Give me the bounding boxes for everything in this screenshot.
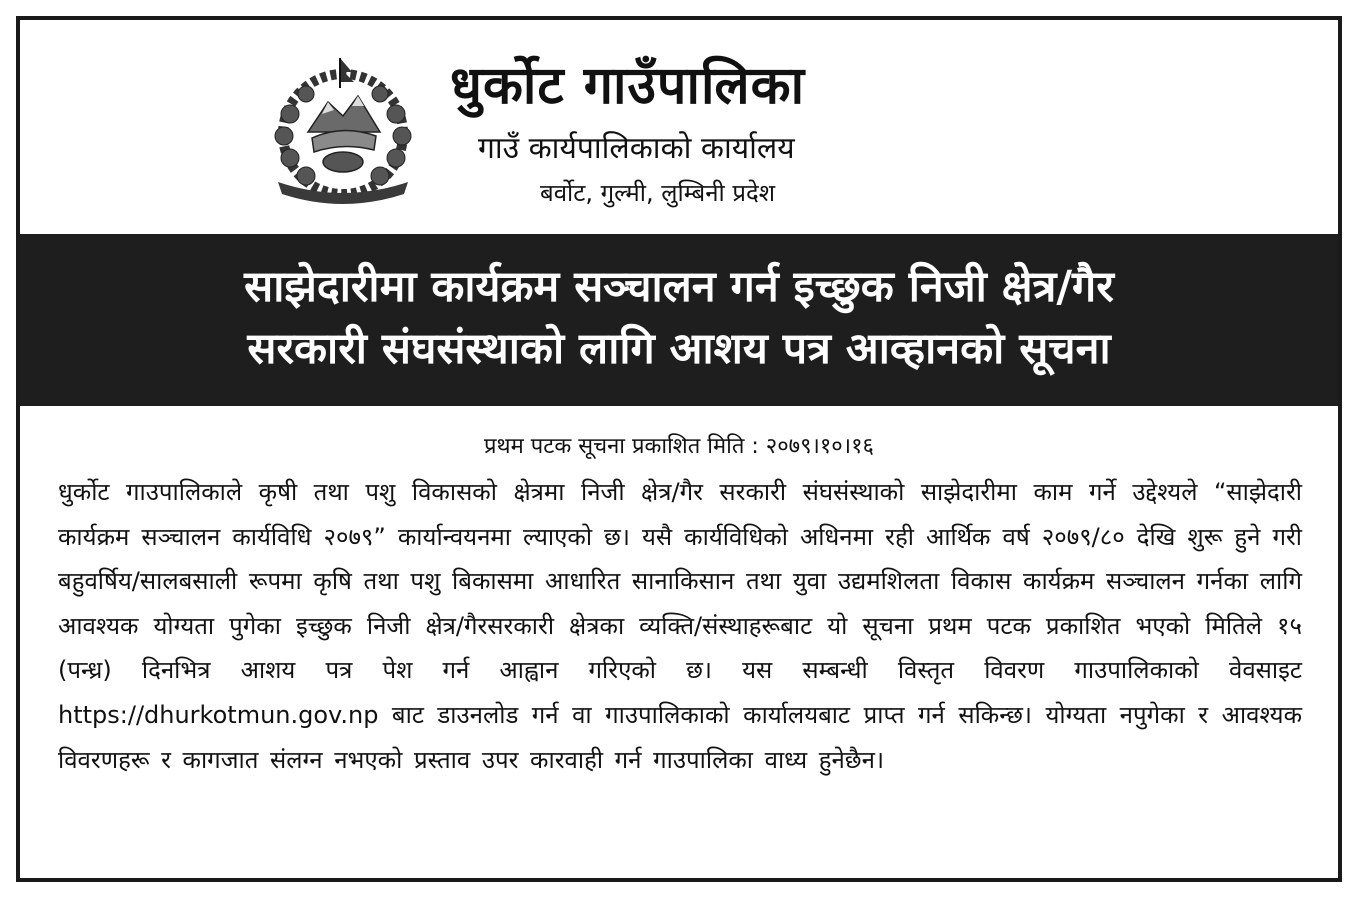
office-subtitle: गाउँ कार्यपालिकाको कार्यालय — [478, 131, 795, 166]
office-title: धुर्कोट गाउँपालिका — [450, 56, 806, 116]
notice-title-line-2: सरकारी संघसंस्थाको लागि आशय पत्र आव्हानको सूचना — [247, 324, 1111, 374]
office-address: बर्वोट, गुल्मी, लुम्बिनी प्रदेश — [540, 179, 776, 207]
notice-header — [20, 20, 1338, 234]
notice-body: धुर्कोट गाउपालिकाले कृषी तथा पशु विकासको क्षेत्रमा निजी क्षेत्र/गैर सरकारी संघसंस्थाको साझेदारीमा काम गर्ने उद्देश्यले “साझेदारी कार्यक्रम सञ्चालन कार्यविधि २०७९” कार्यान्वयनमा ल्याएको छ। यसै कार्यविधिको अधिनमा रही आर्थिक वर्ष २०७९/८० देखि शुरू हुने गरी बहुवर्षिय/सालबसाली रूपमा कृषि तथा पशु बिकासमा आधारित सानाकिसान तथा युवा उद्यमशिलता विकास कार्यक्रम सञ्चालन गर्नका लागि आवश्यक योग्यता पुगेका इच्छुक निजी क्षेत्र/गैरसरकारी क्षेत्रका व्यक्ति/संस्थाहरूबाट यो सूचना प्रथम पटक प्रकाशित भएको मितिले १५ (पन्ध्र) दिनभित्र आशय पत्र पेश गर्न आह्वान गरिएको छ। यस सम्बन्धी विस्तृत विवरण गाउपालिकाको वेवसाइट https://dhurkotmun.gov.np बाट डाउनलोड गर्न वा गाउपालिकाको कार्यालयबाट प्राप्त गर्न सकिन्छ। योग्यता नपुगेका र आवश्यक विवरणहरू र कागजात संलग्न नभएको प्रस्ताव उपर कारवाही गर्न गाउपालिका वाध्य हुनेछैन। — [58, 478, 1302, 774]
notice-title-banner — [20, 234, 1338, 406]
notice-title-line-1: साझेदारीमा कार्यक्रम सञ्चालन गर्न इच्छुक निजी क्षेत्र/गैर — [244, 262, 1114, 312]
publication-date: प्रथम पटक सूचना प्रकाशित मिति : २०७९।१०।१६ — [484, 434, 874, 459]
nepal-government-emblem-icon — [258, 54, 428, 204]
public-notice — [16, 16, 1342, 882]
